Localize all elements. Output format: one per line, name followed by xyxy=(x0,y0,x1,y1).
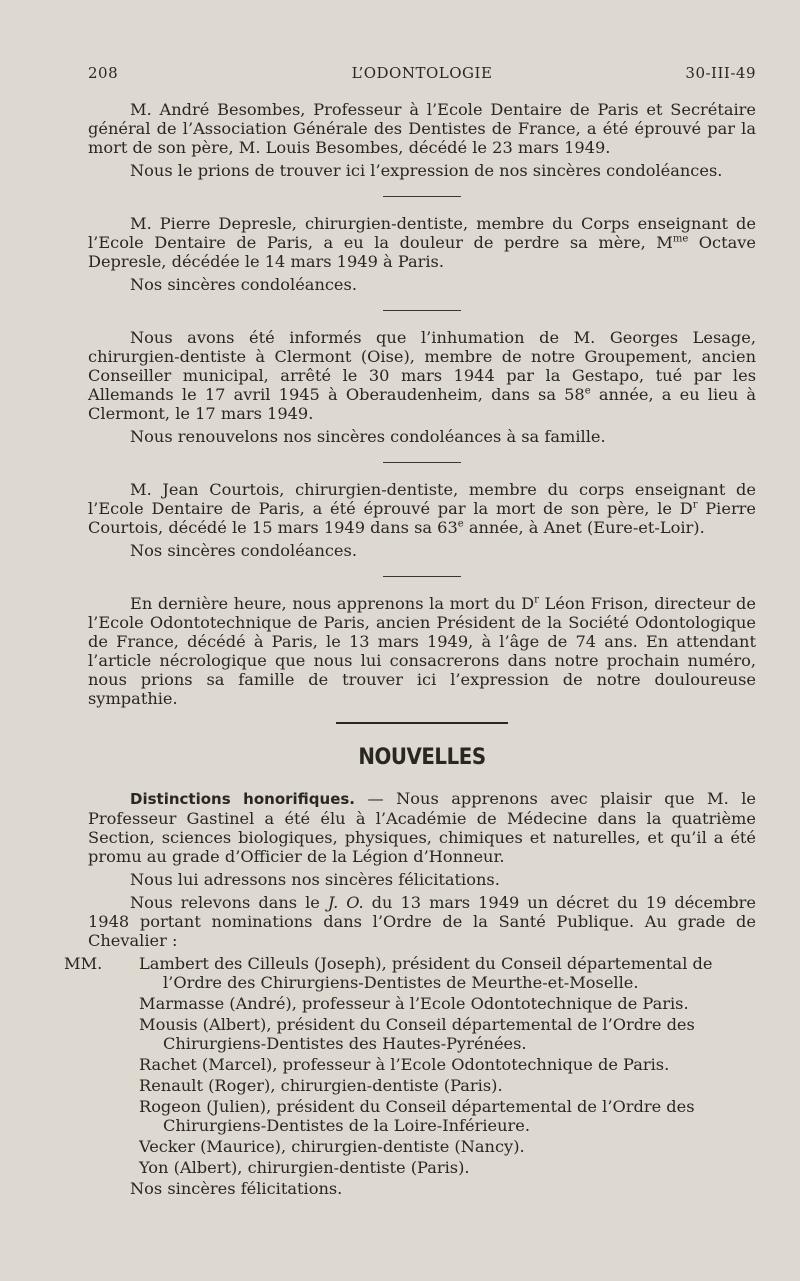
notice-paragraph xyxy=(88,480,756,537)
news-paragraph xyxy=(88,893,756,950)
notice-paragraph: Nos sincères condoléances. xyxy=(130,275,357,294)
honouree-entry: Vecker (Maurice), chirurgien-dentiste (Nancy). xyxy=(139,1137,525,1156)
text-run: Pierre Courtois, décédé le 15 mars 1949 dans sa 63 xyxy=(88,499,756,537)
list-item xyxy=(88,1076,756,1095)
superscript: r xyxy=(692,499,698,511)
text-run: En dernière heure, nous apprenons la mort du D xyxy=(130,594,535,613)
text-run: année, a eu lieu à Clermont, le 17 mars 1949. xyxy=(88,385,756,423)
text-run: année, à Anet (Eure-et-Loir). xyxy=(463,518,705,537)
notice-paragraph xyxy=(88,594,756,708)
notice-paragraph: Nous le prions de trouver ici l’expression de nos sincères condoléances. xyxy=(130,161,723,180)
list-item xyxy=(88,1015,756,1053)
notice-paragraph: Nous renouvelons nos sincères condoléances à sa famille. xyxy=(130,427,606,446)
running-header xyxy=(88,64,756,88)
list-item xyxy=(88,1158,756,1177)
honouree-entry: Rachet (Marcel), professeur à l’Ecole Odontotechnique de Paris. xyxy=(139,1055,670,1074)
honouree-entry: Lambert des Cilleuls (Joseph), président du Conseil départemental de l’Ordre des Chirurgiens-Dentistes de Meurthe-et-Moselle. xyxy=(139,954,713,992)
runin-heading: Distinctions honorifiques. xyxy=(130,790,356,808)
notice-depresle xyxy=(88,214,756,294)
honouree-entry: Yon (Albert), chirurgien-dentiste (Paris). xyxy=(139,1158,470,1177)
text-run: Nous avons été informés que l’inhumation de M. Georges Lesage, chirurgien-dentiste à Clermont (Oise), membre de notre Groupement, ancien Conseiller municipal, arrêté le 30 mars 1944 par la Gestapo, tué par les Allemands le 17 avril 1945 à Oberaudenheim, dans sa 58 xyxy=(88,328,756,404)
notice-paragraph: Nos sincères condoléances. xyxy=(130,541,357,560)
separator-rule xyxy=(383,196,461,197)
text-run: Octave Depresle, décédée le 14 mars 1949 à Paris. xyxy=(88,233,756,271)
notice-paragraph xyxy=(88,214,756,271)
text-run: M. Pierre Depresle, chirurgien-dentiste, membre du Corps enseignant de l’Ecole Dentaire de Paris, a eu la douleur de perdre sa mère, M xyxy=(88,214,756,252)
page-number: 208 xyxy=(88,64,119,82)
journal-abbrev: J. O. xyxy=(327,893,364,912)
news-paragraph xyxy=(88,789,756,866)
honouree-entry: Rogeon (Julien), président du Conseil départemental de l’Ordre des Chirurgiens-Dentistes de la Loire-Inférieure. xyxy=(139,1097,695,1135)
text-run: Nous relevons dans le xyxy=(130,893,328,912)
closing-line: Nos sincères félicitations. xyxy=(130,1179,343,1198)
notice-paragraph xyxy=(88,328,756,423)
notice-frison xyxy=(88,594,756,708)
list-item xyxy=(88,1097,756,1135)
section-title: NOUVELLES xyxy=(358,745,486,770)
news-section xyxy=(64,789,756,1198)
honouree-entry: Renault (Roger), chirurgien-dentiste (Paris). xyxy=(139,1076,503,1095)
separator-rule xyxy=(383,576,461,577)
honouree-entry: Marmasse (André), professeur à l’Ecole Odontotechnique de Paris. xyxy=(139,994,689,1013)
page-body xyxy=(64,100,756,1198)
superscript: e xyxy=(457,518,464,530)
honourees-list xyxy=(64,954,756,1177)
superscript: r xyxy=(534,594,539,606)
list-item xyxy=(88,1055,756,1074)
list-item xyxy=(88,994,756,1013)
honouree-entry: Mousis (Albert), président du Conseil départemental de l’Ordre des Chirurgiens-Dentistes des Hautes-Pyrénées. xyxy=(139,1015,695,1053)
notice-lesage xyxy=(88,328,756,446)
list-item xyxy=(64,954,756,992)
text-run: — Nous apprenons avec plaisir que M. le Professeur Gastinel a été élu à l’Académie de Médecine dans la quatrième Section, sciences biologiques, physiques, chimiques et naturelles, et qu’il a été promu au grade d’Officier de la Légion d’Honneur. xyxy=(88,789,756,866)
journal-title: L’ODONTOLOGIE xyxy=(351,64,493,82)
superscript: me xyxy=(672,233,689,245)
text-run: M. Jean Courtois, chirurgien-dentiste, membre du corps enseignant de l’Ecole Dentaire de Paris, a été éprouvé par la mort de son père, le D xyxy=(88,480,756,518)
text-run: Léon Frison, directeur de l’Ecole Odontotechnique de Paris, ancien Président de la Société Odontologique de France, décédé à Paris, le 13 mars 1949, à l’âge de 74 ans. En attendant l’article nécrologique que nous lui consacrerons dans notre prochain numéro, nous prions sa famille de trouver ici l’expression de notre douloureuse sympathie. xyxy=(88,594,756,708)
news-paragraph: Nous lui adressons nos sincères félicitations. xyxy=(130,870,500,889)
separator-rule xyxy=(383,462,461,463)
list-item xyxy=(88,1137,756,1156)
issue-date: 30-III-49 xyxy=(685,64,756,82)
section-divider xyxy=(336,722,508,724)
notice-besombes xyxy=(88,100,756,180)
notice-paragraph: M. André Besombes, Professeur à l’Ecole Dentaire de Paris et Secrétaire général de l’Association Générale des Dentistes de France, a été éprouvé par la mort de son père, M. Louis Besombes, décédé le 23 mars 1949. xyxy=(88,100,756,157)
text-run: du 13 mars 1949 un décret du 19 décembre 1948 portant nominations dans l’Ordre de la Santé Publique. Au grade de Chevalier : xyxy=(88,893,756,950)
mm-label: MM. xyxy=(64,954,103,973)
separator-rule xyxy=(383,310,461,311)
superscript: e xyxy=(584,385,591,397)
notice-courtois xyxy=(88,480,756,560)
